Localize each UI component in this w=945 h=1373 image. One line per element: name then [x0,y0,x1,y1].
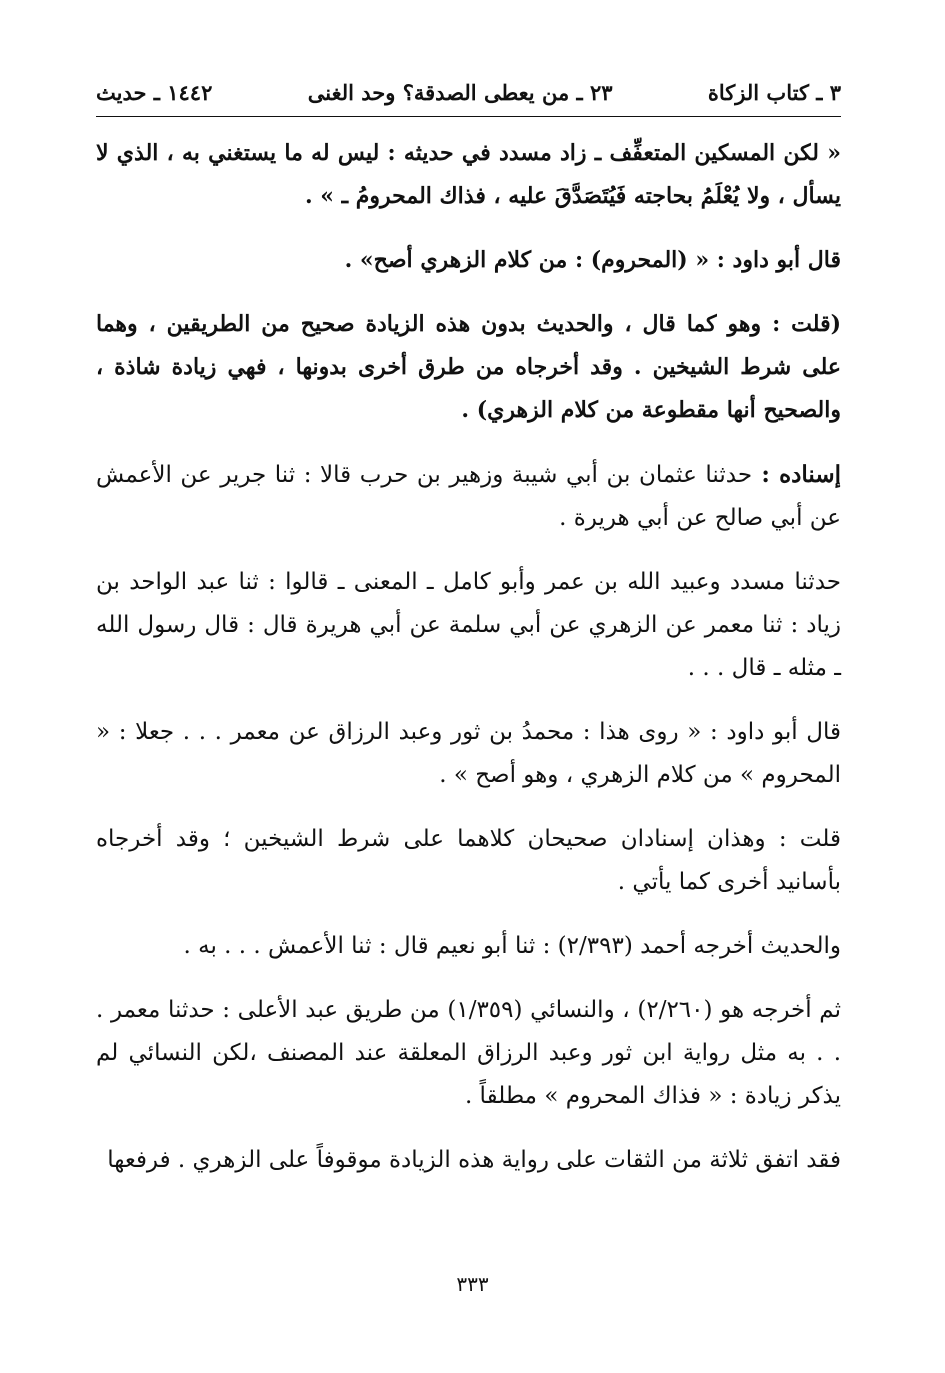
paragraph-hadith-text: « لكن المسكين المتعفِّف ـ زاد مسدد في حديثه : ليس له ما يستغني به ، الذي لا يسأل ، ولا يُعْلَمُ بحاجته فَيُتَصَدَّقَ عليه ، فذاك المحرومُ ـ » . [96,140,841,209]
paragraph-grading: قلت : وهذان إسنادان صحيحان كلاهما على شرط الشيخين ؛ وقد أخرجاه بأسانيد أخرى كما يأتي . [96,826,841,895]
paragraph-abu-dawud-narration: قال أبو داود : « روى هذا : محمدُ بن ثور وعبد الرزاق عن معمر . . . جعلا : « المحروم » من كلام الزهري ، وهو أصح » . [96,719,841,788]
paragraph-abu-dawud-note: قال أبو داود : « (المحروم) : من كلام الزهري أصح» . [344,247,841,273]
paragraph-ahmad-takhrij: والحديث أخرجه أحمد (٢/٣٩٣) : ثنا أبو نعيم قال : ثنا الأعمش . . . به . [183,933,841,959]
paragraph-isnad: إسناده : حدثنا عثمان بن أبي شيبة وزهير بن حرب قالا : ثنا جرير عن الأعمش عن أبي صالح عن أبي هريرة . [96,461,841,531]
paragraph-second-chain: حدثنا مسدد وعبيد الله بن عمر وأبو كامل ـ المعنى ـ قالوا : ثنا عبد الواحد بن زياد : ثنا معمر عن الزهري عن أبي سلمة عن أبي هريرة قال : قال رسول الله ـ مثله ـ قال . . . [96,569,841,681]
running-header [96,72,841,112]
header-hadith-number: ١٤٤٢ ـ حديث [96,79,213,105]
header-chapter: ٣ ـ كتاب الزكاة [707,79,841,105]
page-number: ٣٣٣ [456,1272,489,1296]
main-text [96,132,841,1203]
paragraph-conclusion: فقد اتفق ثلاثة من الثقات على رواية هذه الزيادة موقوفاً على الزهري . فرفعها [107,1147,841,1173]
paragraph-author-comment: (قلت : وهو كما قال ، والحديث بدون هذه الزيادة صحيح من الطريقين ، وهما على شرط الشيخين . وقد أخرجاه من طرق أخرى بدونها ، فهي زيادة شاذة ، والصحيح أنها مقطوعة من كلام الزهري) . [96,311,841,423]
paragraph-nasai-takhrij: ثم أخرجه هو (٢/٢٦٠) ، والنسائي (١/٣٥٩) من طريق عبد الأعلى : حدثنا معمر . . . به مثل رواية ابن ثور وعبد الرزاق المعلقة عند المصنف ،لكن النسائي لم يذكر زيادة : « فذاك المحروم » مطلقاً . [96,997,841,1109]
header-section: ٢٣ ـ من يعطى الصدقة؟ وحد الغنى [307,79,613,105]
header-divider [96,116,841,117]
